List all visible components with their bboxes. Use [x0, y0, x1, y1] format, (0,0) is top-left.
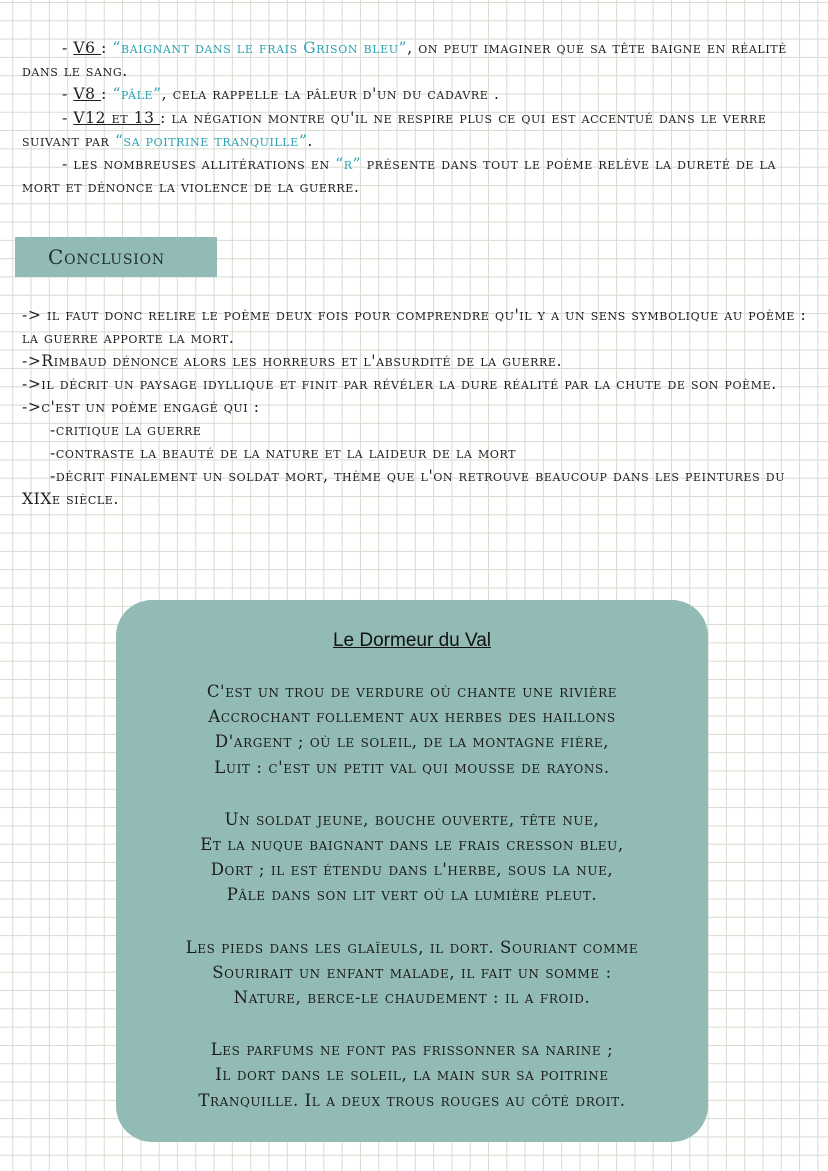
poem-stanza-1	[116, 679, 708, 780]
conclusion-sub-item: -contraste la beauté de la nature et la laideur de la mort	[50, 444, 517, 462]
conclusion-sub-item: -critique la guerre	[50, 421, 202, 439]
poem-line: Les pieds dans les glaïeuls, il dort. Souriant comme	[185, 937, 639, 957]
verse-reference: V12 et 13	[73, 108, 161, 127]
poem-line: Sourirait un enfant malade, il fait un somme :	[212, 962, 612, 982]
conclusion-heading-box	[15, 237, 217, 277]
analysis-line-v8: - V8 : “pâle”, cela rappelle la pâleur d'un du cadavre .	[62, 85, 500, 104]
poem-line: Nature, berce-le chaudement : il a froid.	[233, 988, 591, 1008]
poem-stanza-3	[116, 935, 708, 1011]
analysis-line-v12: - V12 et 13 : la négation montre qu'il ne respire plus ce qui est accentué dans le verre suivant par “sa poitrine tranquille”.	[22, 108, 767, 150]
conclusion-line: ->Rimbaud dénonce alors les horreurs et l'absurdité de la guerre.	[22, 352, 563, 370]
verse-reference: V8	[73, 85, 102, 104]
verse-reference: V6	[73, 39, 102, 57]
analysis-section	[22, 37, 812, 199]
conclusion-line: ->c'est un poème engagé qui :	[22, 398, 260, 416]
conclusion-sub-item: -décrit finalement un soldat mort, thème que l'on retrouve beaucoup dans les peintures du XIXe siècle.	[22, 467, 786, 508]
poem-line: Luit : c'est un petit val qui mousse de rayons.	[214, 757, 610, 777]
analysis-line-v6: - V6 : “baignant dans le frais Grison bleu”, on peut imaginer que sa tête baigne en réalité dans le sang.	[22, 39, 787, 81]
quote-highlight: “sa poitrine tranquille”	[114, 131, 308, 150]
poem-line: C'est un trou de verdure où chante une rivière	[206, 682, 618, 701]
poem-line: Dort ; il est étendu dans l'herbe, sous la nue,	[210, 860, 614, 880]
conclusion-section	[22, 304, 812, 511]
poem-stanza-2	[116, 807, 708, 908]
quote-highlight: “baignant dans le frais Grison bleu”	[112, 39, 408, 57]
quote-highlight: “pâle”	[112, 85, 162, 104]
poem-line: D'argent ; où le soleil, de la montagne fière,	[214, 732, 610, 752]
poem-line: Un soldat jeune, bouche ouverte, tête nue,	[224, 809, 600, 829]
conclusion-line: -> il faut donc relire le poème deux fois pour comprendre qu'il y a un sens symbolique au poème : la guerre apporte la mort.	[22, 306, 807, 347]
quote-highlight: “r”	[335, 155, 362, 174]
poem-line: Les parfums ne font pas frissonner sa narine ;	[210, 1040, 614, 1060]
poem-title: Le Dormeur du Val	[332, 630, 492, 651]
conclusion-heading: Conclusion	[48, 245, 165, 269]
poem-line: Et la nuque baignant dans le frais cresson bleu,	[200, 835, 624, 855]
analysis-line-alliterations: - les nombreuses allitérations en “r” présente dans tout le poème relève la dureté de la mort et dénonce la violence de la guerre.	[22, 155, 777, 197]
poem-line: Accrochant follement aux herbes des haillons	[208, 707, 616, 727]
poem-box	[116, 600, 708, 1142]
poem-stanza-4	[116, 1037, 708, 1113]
poem-line: Tranquille. Il a deux trous rouges au côté droit.	[198, 1090, 626, 1110]
poem-line: Pâle dans son lit vert où la lumière pleut.	[226, 885, 598, 905]
poem-line: Il dort dans le soleil, la main sur sa poitrine	[215, 1065, 609, 1085]
conclusion-line: ->il décrit un paysage idyllique et finit par révéler la dure réalité par la chute de son poème.	[22, 375, 777, 393]
